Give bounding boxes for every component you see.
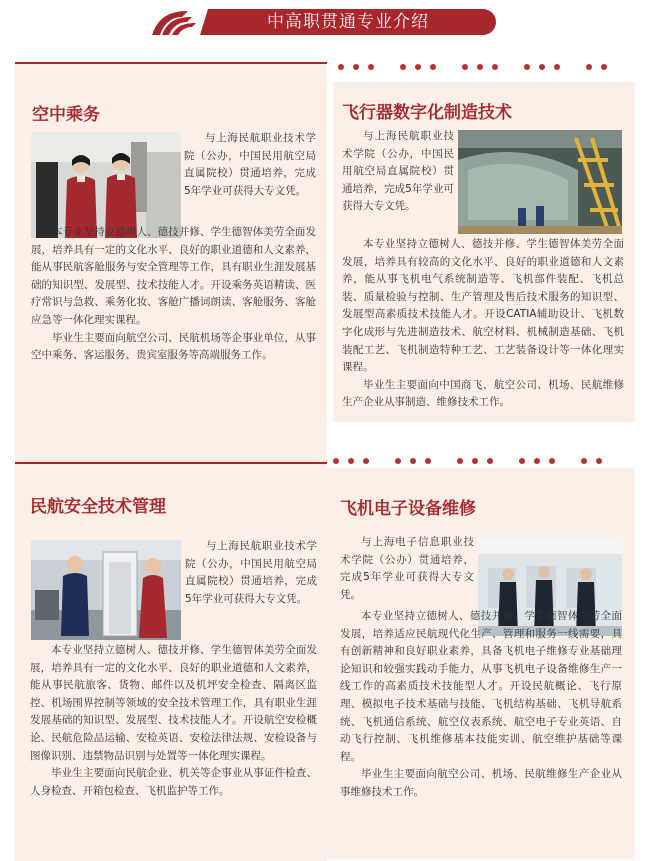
section-body-text: 本专业坚持立德树人、德技并修、学生德智体美劳全面发展，培养适应民航现代化生产、管理和服务一线需要，具有创新精神和良好职业素养，具备飞机电子维修专业基础理论知识和较强实践动手能力，从事飞机电子设备维修生产一线工作的高素质技术技能型人才。开设民航概论、飞行原理、模拟电子技术基础与技能、飞机结构基础、飞机导航系统、飞机通信系统、航空仪表系统、航空电子专业英语、自动飞行控制、飞机维修基本技能实训、航空维护基础等课程。 毕业生主要面向航空公司、机场、民航维修生产企业从事维修技术工作。 (340, 610, 622, 798)
section-title: 空中乘务 (32, 105, 100, 125)
section-intro: 与上海民航职业技术学院（公办，中国民用航空局直属院校）贯通培养，完成5年学业可获得大专文凭。 (342, 130, 454, 213)
section-body-text: 本专业坚持立德树人、德技并修、学生德智体美劳全面发展，培养具有一定的文化水平、良好的职业道德和人文素养，能从事民航客舱服务与安全管理等工作，具有职业生涯发展基础的知识型、发展型、技术技能人才。开设乘务英语精读、医疗常识与急救、乘务化妆、客舱广播词朗读、客舱服务、客舱应急等一体化理实课程。 毕业生主要面向航空公司、民航机场等企事业单位，从事空中乘务、客运服务、贵宾室服务等高端服务工作。 (31, 226, 316, 362)
aircraft-factory-photo (458, 130, 622, 234)
section-title: 民航安全技术管理 (30, 497, 166, 517)
section-body-text: 本专业坚持立德树人、德技并修、学生德智体美劳全面发展，培养具有较高的文化水平、良好的职业道德和人文素养，能从事飞机电气系统制造等、飞机部件装配、飞机总装、质量检验与控制、生产管理及售后技术服务的知识型、发展型高素质技术技能人才。开设CATIA辅助设计、飞机数字化成形与先进制造技术、航空材料、机械制造基础、飞机装配工艺、飞机制造特种工艺、工艺装备设计等一体化理实课程。 毕业生主要面向中国商飞、航空公司、机场、民航维修生产企业从事制造、维修技术工作。 (342, 238, 624, 409)
decor-dots (338, 64, 616, 72)
page-header (148, 7, 496, 37)
section-intro: 与上海电子信息职业技术学院（公办）贯通培养，完成5年学业可获得大专文凭。 (340, 536, 474, 601)
section-title: 飞行器数字化制造技术 (342, 103, 512, 123)
decor-dots (333, 458, 611, 466)
section-intro: 与上海民航职业技术学院（公办，中国民用航空局直属院校）贯通培养，完成5年学业可获得大专文凭。 (184, 132, 316, 197)
section-intro: 与上海民航职业技术学院（公办，中国民用航空局直属院校）贯通培养，完成5年学业可获得大专文凭。 (185, 540, 317, 605)
page-title: 中高职贯通专业介绍 (267, 12, 429, 32)
security-check-photo (31, 540, 181, 640)
section-body-text: 本专业坚持立德树人、德技并修、学生德智体美劳全面发展，培养具有一定的文化水平、良好的职业道德和人文素养，能从事民航旅客、货物、邮件以及机坪安全检查、隔离区监控、机场围界控制等领域的安全技术管理工作，具有职业生涯发展基础的知识型、发展型、技术技能人才。开设航空安检概论、民航危险品运输、安检英语、安检法律法规、安检设备与图像识别、违禁物品识别与处置等一体化理实课程。 毕业生主要面向民航企业、机关等企事业从事证件检查、人身检查、开箱包检查、飞机监护等工作。 (30, 644, 317, 797)
section-title: 飞机电子设备维修 (340, 499, 476, 519)
cabin-crew-photo (31, 132, 181, 238)
